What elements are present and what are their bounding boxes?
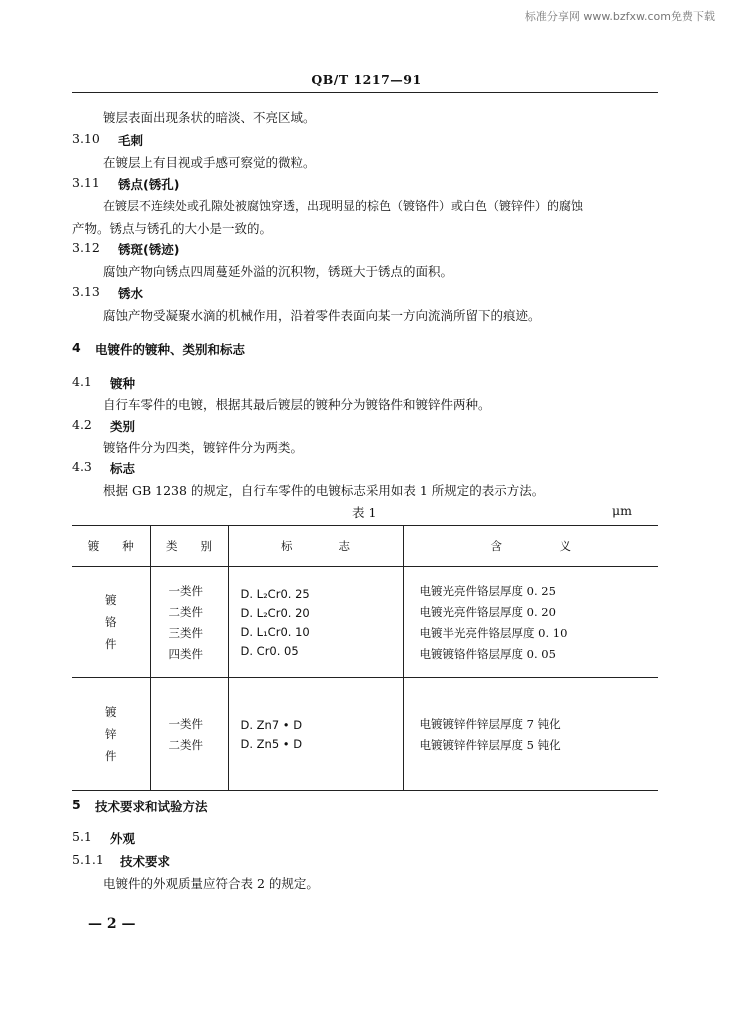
s4-2-title: 类别 [110,419,136,434]
s4-3-number: 4.3 [72,459,92,474]
s4-number: 4 [72,340,81,355]
s4-1-text: 自行车零件的电镀，根据其最后镀层的镀种分为镀铬件和镀锌件两种。 [103,397,491,412]
chrome-kind-label: 镀 铬 件 [105,593,117,651]
table-cell-meaning: 电镀光亮件铬层厚度 0. 20 [419,604,556,619]
header-plating-type: 镀 种 [72,526,150,567]
table-cell-category: 一类件 [168,583,203,598]
table-cell-meaning: 电镀镀锌件锌层厚度 7 钝化 [419,716,561,731]
table-cell-mark: D. L₂Cr0. 20 [240,605,310,620]
s5-1-number: 5.1 [72,829,92,844]
s3-13-number: 3.13 [72,284,100,299]
table-cell-mark: D. L₁Cr0. 10 [240,624,310,639]
header-meaning: 含 义 [403,526,658,567]
s4-title: 电镀件的镀种、类别和标志 [95,342,246,357]
s3-12-text: 腐蚀产物向锈点四周蔓延外溢的沉积物，锈斑大于锈点的面积。 [103,264,454,279]
s3-11-title: 锈点(锈孔) [118,177,180,192]
s3-12-title: 锈斑(锈迹) [118,242,180,257]
table-cell-category: 三类件 [168,625,203,640]
table-cell-mark: D. Zn5 • D [240,736,303,751]
s3-13-title: 锈水 [118,286,144,301]
s4-2-number: 4.2 [72,417,92,432]
table1-caption: 表 1 [352,505,377,520]
table1-unit: μm [612,503,632,518]
table-cell-mark: D. Zn7 • D [240,717,303,732]
zinc-kind-label: 镀 锌 件 [105,705,117,763]
s5-title: 技术要求和试验方法 [95,799,208,814]
table-cell-mark: D. L₂Cr0. 25 [240,586,310,601]
header-category: 类 别 [150,526,228,567]
table-cell-meaning: 电镀镀锌件锌层厚度 5 钝化 [419,737,561,752]
table1 [72,525,658,791]
table-row-zinc [72,678,658,791]
table-cell-meaning: 电镀光亮件铬层厚度 0. 25 [419,583,556,598]
s4-1-title: 镀种 [110,376,136,391]
s3-13-text: 腐蚀产物受凝聚水滴的机械作用，沿着零件表面向某一方向流淌所留下的痕迹。 [103,308,541,323]
table-cell-meaning: 电镀半光亮件铬层厚度 0. 10 [419,625,568,640]
s5-number: 5 [72,797,81,812]
s5-1-1-number: 5.1.1 [72,852,104,867]
watermark: 标准分享网 www.bzfxw.com免费下载 [524,10,715,23]
s3-11-text-line1: 在镀层不连续处或孔隙处被腐蚀穿透，出现明显的棕色（镀铬件）或白色（镀锌件）的腐蚀 [103,199,584,213]
header-rule [72,92,658,93]
table-cell-meaning: 电镀镀铬件铬层厚度 0. 05 [419,646,556,661]
s4-3-text: 根据 GB 1238 的规定，自行车零件的电镀标志采用如表 1 所规定的表示方法。 [103,483,545,498]
s3-12-number: 3.12 [72,240,100,255]
table-cell-category: 四类件 [168,646,203,661]
s3-11-number: 3.11 [72,175,100,190]
s3-10-text: 在镀层上有目视或手感可察觉的微粒。 [103,155,316,170]
s3-10-title: 毛刺 [118,133,144,148]
s5-1-1-text: 电镀件的外观质量应符合表 2 的规定。 [103,876,319,891]
table1-header-row [72,526,658,567]
header-standard-number: QB/T 1217—91 [311,72,422,87]
header-mark: 标 志 [228,526,403,567]
s4-2-text: 镀铬件分为四类，镀锌件分为两类。 [103,440,304,455]
table-cell-category: 二类件 [168,604,203,619]
table-cell-category: 二类件 [168,737,203,752]
s4-1-number: 4.1 [72,374,92,389]
s3-11-text-line2: 产物。锈点与锈孔的大小是一致的。 [72,221,273,236]
s5-1-title: 外观 [110,831,136,846]
table-cell-mark: D. Cr0. 05 [240,643,299,658]
table-row-chrome [72,567,658,678]
table-cell-category: 一类件 [168,716,203,731]
page-number: — 2 — [88,916,136,932]
s3-10-number: 3.10 [72,131,100,146]
continuation-text: 镀层表面出现条状的暗淡、不亮区域。 [103,110,316,125]
s4-3-title: 标志 [110,461,136,476]
s5-1-1-title: 技术要求 [120,854,171,869]
